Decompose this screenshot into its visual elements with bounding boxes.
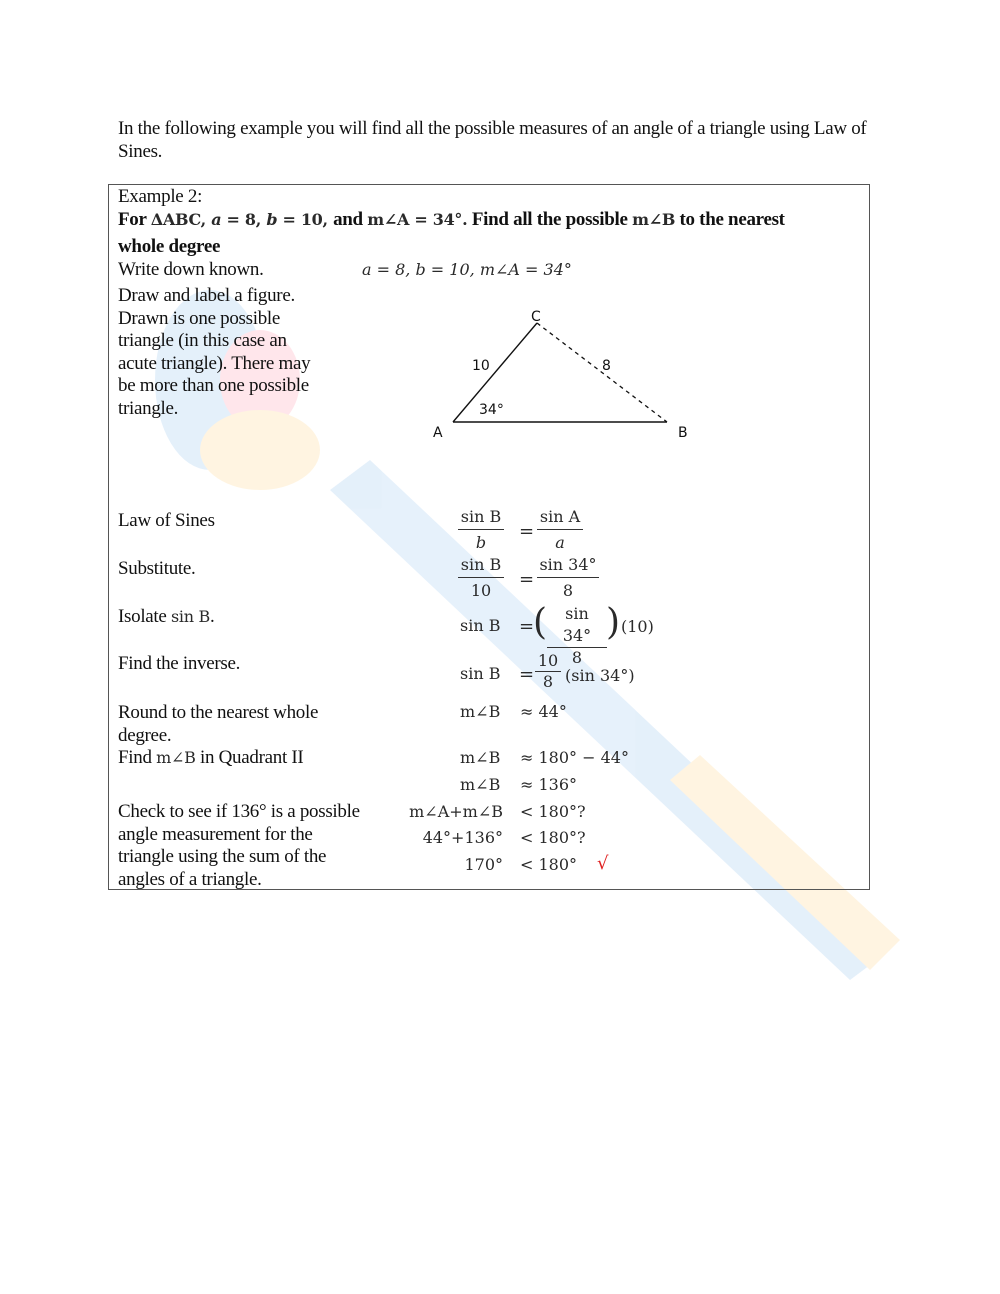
example-label: Example 2: [118, 186, 203, 207]
isolate-equals: = [519, 616, 535, 637]
step-figure-label: Draw and label a figure. Drawn is one possible triangle (in this case an acute triangle). There may be more than one possible triangle. [118, 285, 311, 419]
inverse-lhs: sin B [460, 664, 501, 683]
step-known-label: Write down known. [118, 259, 264, 280]
inverse-tail: (sin 34°) [565, 666, 635, 685]
inverse-equals: = [519, 664, 535, 685]
substitute-equals: = [519, 569, 535, 590]
isolate-close-paren: ) [606, 602, 621, 643]
side-cb-label: 8 [602, 358, 611, 374]
law-lhs-fraction: sin B b [458, 505, 504, 556]
result-lhs: m∠B [460, 775, 501, 794]
side-ac-label: 10 [472, 358, 490, 374]
step-quadrant-label: Find m∠B in Quadrant II [118, 747, 304, 768]
step-substitute-label: Substitute. [118, 558, 196, 579]
triangle-figure [419, 303, 719, 448]
step-isolate-label: Isolate sin B. [118, 606, 215, 627]
vertex-c-label: C [531, 309, 541, 325]
substitute-rhs-fraction: sin 34° 8 [537, 553, 599, 604]
step-check-label: Check to see if 136° is a possible angle measurement for the triangle using the sum of the angles of a triangle. [118, 801, 360, 890]
intro-paragraph: In the following example you will find all the possible measures of an angle of a triangle using Law of Sines. [118, 118, 867, 162]
step-known-math: a = 8, b = 10, m∠A = 34° [362, 260, 572, 279]
step-law-label: Law of Sines [118, 510, 215, 531]
isolate-open-paren: ( [533, 602, 548, 643]
step-round-label: Round to the nearest whole degree. [118, 702, 319, 746]
vertex-a-label: A [433, 425, 443, 441]
isolate-lhs: sin B [460, 616, 501, 635]
checkmark-icon: √ [597, 853, 609, 874]
round-lhs: m∠B [460, 702, 501, 721]
problem-statement-line2: whole degree [118, 236, 221, 257]
check-row-1-lhs: m∠A+m∠B [409, 802, 503, 821]
quadrant-lhs: m∠B [460, 748, 501, 767]
step-inverse-label: Find the inverse. [118, 653, 241, 674]
check-row-1-rhs: < 180°? [520, 802, 586, 821]
example-box [108, 184, 870, 890]
problem-statement: For ΔABC, a = 8, b = 10, and m∠A = 34°. Find all the possible m∠B to the nearest [118, 209, 785, 230]
angle-a-label: 34° [479, 402, 504, 418]
check-row-3-rhs: < 180° [520, 855, 578, 874]
law-rhs-fraction: sin A a [537, 505, 583, 556]
check-row-2-lhs: 44°+136° [422, 828, 503, 847]
check-row-2-rhs: < 180°? [520, 828, 586, 847]
check-row-3-lhs: 170° [464, 855, 503, 874]
vertex-b-label: B [678, 425, 688, 441]
law-equals: = [519, 521, 535, 542]
isolate-fraction: sin 34° 8 [547, 603, 607, 668]
quadrant-rhs: ≈ 180° − 44° [520, 748, 629, 767]
substitute-lhs-fraction: sin B 10 [458, 553, 504, 604]
isolate-tail: (10) [621, 617, 654, 636]
round-rhs: ≈ 44° [520, 702, 567, 721]
result-rhs: ≈ 136° [520, 775, 578, 794]
inverse-fraction: 10 8 [535, 651, 561, 692]
